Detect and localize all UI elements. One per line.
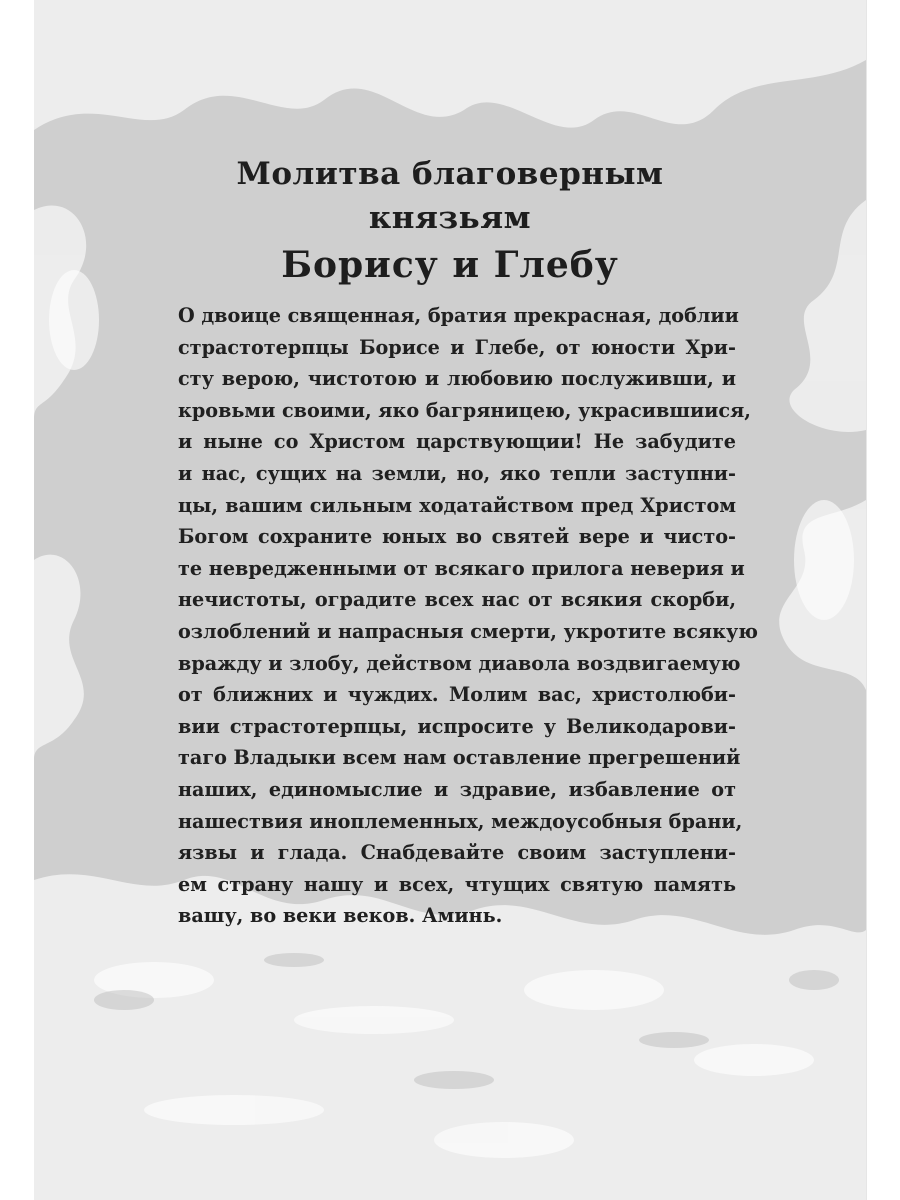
text-line: те невредженными от всякаго прилога неверия и xyxy=(178,556,745,580)
text-line: О двоице священная, братия прекрасная, доблии xyxy=(178,304,739,327)
title-line-2: князьям xyxy=(368,200,532,236)
text-line: Богом сохраните юных во святей вере и чисто- xyxy=(178,525,736,549)
text-line: озлоблений и напрасныя смерти, укротите всякую xyxy=(178,619,758,643)
text-line: цы, вашим сильным ходатайством пред Христом xyxy=(178,493,736,517)
title-line-3: Борису и Глебу xyxy=(281,244,619,286)
prayer-title xyxy=(34,152,866,290)
text-line: и нас, сущих на земли, но, яко тепли заступни- xyxy=(178,461,736,485)
text-line: и ныне со Христом царствующии! Не забудите xyxy=(178,430,736,454)
text-line: наших, единомыслие и здравие, избавление от xyxy=(178,777,736,801)
text-line: таго Владыки всем нам оставление прегрешений xyxy=(178,746,741,770)
text-line: сту верою, чистотою и любовию послуживши, и xyxy=(178,367,736,391)
text-line: вашу, во веки веков. Аминь. xyxy=(178,904,503,928)
text-line: ем страну нашу и всех, чтущих святую память xyxy=(178,872,736,896)
prayer-text xyxy=(178,300,758,932)
text-line: нечистоты, оградите всех нас от всякия скорби, xyxy=(178,588,736,612)
text-line: нашествия иноплеменных, междоусобныя брани, xyxy=(178,809,743,833)
text-line: язвы и глада. Снабдевайте своим заступлени- xyxy=(178,841,736,865)
text-line: страстотерпцы Борисе и Глебе, от юности Хри- xyxy=(178,335,736,359)
text-line: вражду и злобу, действом диавола воздвигаемую xyxy=(178,651,741,675)
title-line-1: Молитва благоверным xyxy=(236,156,664,192)
text-line: кровьми своими, яко багряницею, украсившиися, xyxy=(178,398,751,422)
text-line: вии страстотерпцы, испросите у Великодарови- xyxy=(178,714,736,738)
text-line: от ближних и чуждих. Молим вас, христолюби- xyxy=(178,683,736,707)
page-edge xyxy=(866,0,900,1200)
